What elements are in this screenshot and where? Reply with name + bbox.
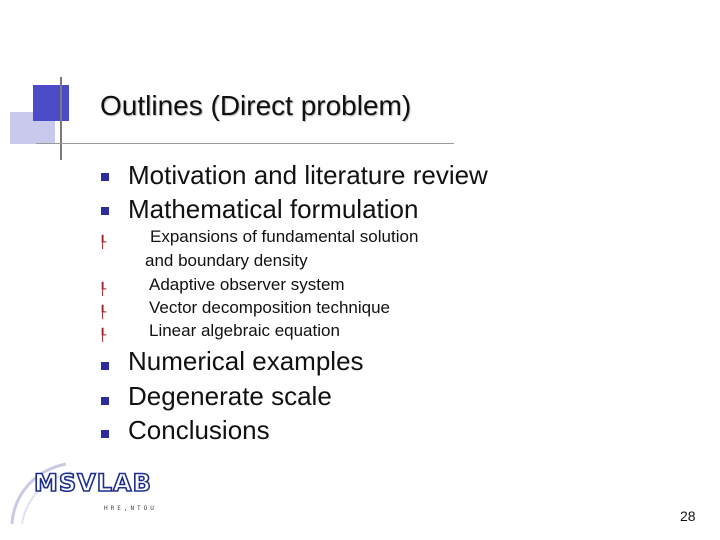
bullet-marker <box>101 207 109 215</box>
slide-title: Outlines (Direct problem) <box>100 90 412 121</box>
bullet-degenerate-scale: Degenerate scale <box>128 381 332 411</box>
page-number: 28 <box>680 508 696 524</box>
sub-bullet-icon: ┞ <box>99 305 107 319</box>
bullet-marker <box>101 173 109 181</box>
sub-item-decomposition: Vector decomposition technique <box>149 298 390 317</box>
bullet-conclusions: Conclusions <box>128 415 270 445</box>
logo-subtext: HRE,NTOU <box>104 505 157 512</box>
sub-bullet-icon: ┞ <box>99 235 107 249</box>
bullet-motivation: Motivation and literature review <box>128 160 488 190</box>
bullet-numerical-examples: Numerical examples <box>128 346 364 376</box>
bullet-formulation: Mathematical formulation <box>128 194 419 224</box>
bullet-marker <box>101 362 109 370</box>
bullet-marker <box>101 430 109 438</box>
logo: MSVLAB <box>34 469 152 497</box>
sub-item-observer: Adaptive observer system <box>149 275 345 294</box>
title-decoration-vertical-line <box>60 77 62 160</box>
sub-item-linear-equation: Linear algebraic equation <box>149 321 340 340</box>
sub-bullet-icon: ┞ <box>99 282 107 296</box>
sub-bullet-icon: ┞ <box>99 328 107 342</box>
sub-item-expansions-cont: and boundary density <box>145 251 308 270</box>
sub-item-expansions: Expansions of fundamental solution <box>150 227 419 246</box>
title-decoration-dark-square <box>33 85 69 121</box>
bullet-marker <box>101 397 109 405</box>
title-underline <box>36 143 454 144</box>
